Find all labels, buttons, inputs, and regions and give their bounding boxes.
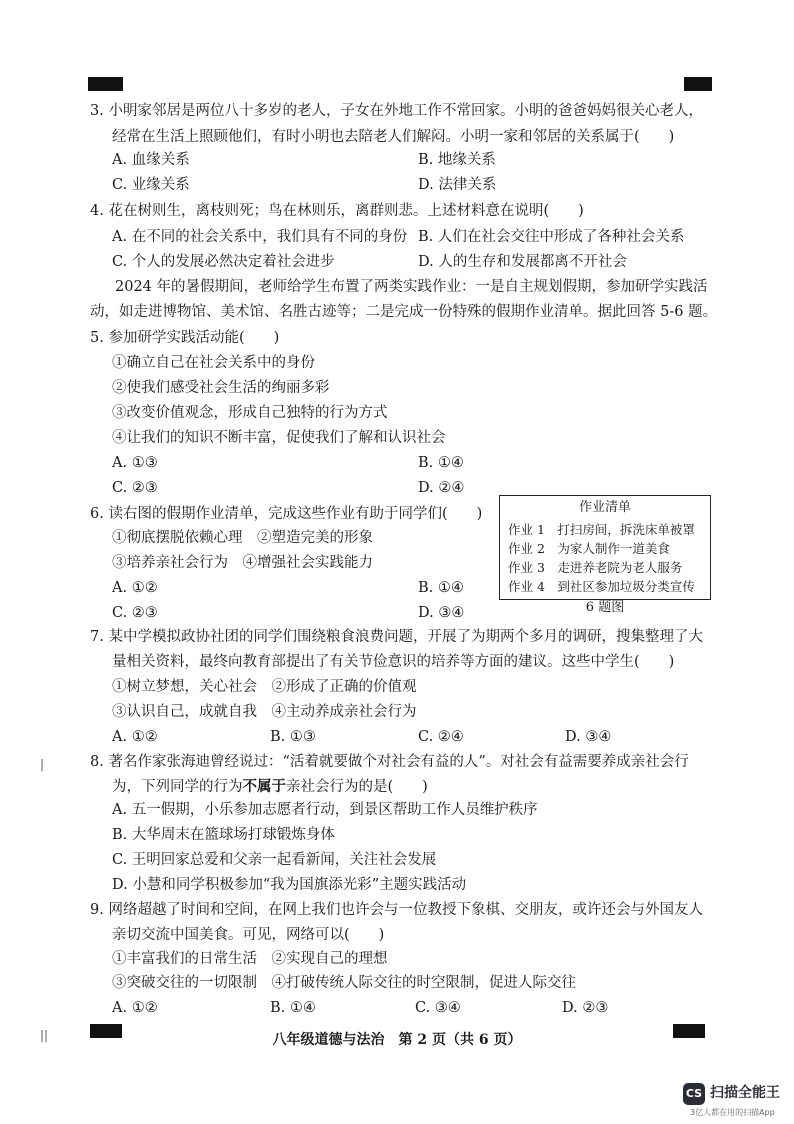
q6-items-line1: ①彻底摆脱依赖心理 ②塑造完美的形象 xyxy=(112,530,373,546)
q7-stem-line2: 量相关资料，最终向教育部提出了有关节俭意识的培养等方面的建议。这些中学生( ) xyxy=(112,654,675,670)
homework-list-figure xyxy=(499,495,711,600)
q3-option-b: B. 地缘关系 xyxy=(418,152,496,168)
q8-stem-line2-post: 亲社会行为的是( ) xyxy=(286,779,428,795)
q5-option-a: A. ①③ xyxy=(112,455,158,471)
page-footer: 八年级道德与法治 第 2 页（共 6 页） xyxy=(272,1032,522,1048)
q7-items-line1: ①树立梦想，关心社会 ②形成了正确的价值观 xyxy=(112,679,417,695)
intro-5-6-line2: 动，如走进博物馆、美术馆、名胜古迹等；二是完成一份特殊的假期作业清单。据此回答 5-6 题。 xyxy=(90,304,718,320)
homework-list-title: 作业清单 xyxy=(578,500,631,515)
q7-option-c: C. ②④ xyxy=(418,729,464,745)
scanner-app-tagline: 3亿人都在用的扫描App xyxy=(690,1108,775,1117)
q8-stem-line1: 8. 著名作家张海迪曾经说过：“活着就要做个对社会有益的人”。对社会有益需要养成亲社会行 xyxy=(90,754,689,770)
q9-option-b: B. ①④ xyxy=(270,1000,316,1016)
q9-stem-line2: 亲切交流中国美食。可见，网络可以( ) xyxy=(112,927,385,943)
q6-option-d: D. ③④ xyxy=(418,605,465,621)
q7-items-line2: ③认识自己，成就自我 ④主动养成亲社会行为 xyxy=(112,704,417,720)
q8-option-d: D. 小慧和同学积极参加“我为国旗添光彩”主题实践活动 xyxy=(112,877,467,893)
registration-mark-top-right xyxy=(684,77,712,91)
q7-option-b: B. ①③ xyxy=(270,729,316,745)
scanner-app-name: 扫描全能王 xyxy=(710,1085,780,1101)
registration-mark-top-left xyxy=(88,77,123,91)
q7-option-a: A. ①② xyxy=(112,729,158,745)
q9-stem-line1: 9. 网络超越了时间和空间，在网上我们也许会与一位教授下象棋、交朋友，或许还会与外国友人 xyxy=(90,902,703,918)
q8-stem-line2 xyxy=(112,777,428,797)
q4-stem: 4. 花在树则生，离枝则死；鸟在林则乐，离群则悲。上述材料意在说明( ) xyxy=(90,203,584,219)
scanner-logo-icon: CS xyxy=(683,1083,705,1105)
q6-stem: 6. 读右图的假期作业清单，完成这些作业有助于同学们( ) xyxy=(90,506,483,522)
q3-option-c: C. 业缘关系 xyxy=(112,177,190,193)
q6-option-b: B. ①④ xyxy=(418,580,464,596)
q4-option-d: D. 人的生存和发展都离不开社会 xyxy=(418,254,627,270)
q9-option-a: A. ①② xyxy=(112,1000,158,1016)
q6-option-c: C. ②③ xyxy=(112,605,158,621)
q6-option-a: A. ①② xyxy=(112,580,158,596)
q5-item-2: ②使我们感受社会生活的绚丽多彩 xyxy=(112,380,330,396)
q9-option-c: C. ③④ xyxy=(415,1000,461,1016)
figure-caption: 6 题图 xyxy=(585,600,625,615)
q3-stem-line2: 经常在生活上照顾他们，有时小明也去陪老人们解闷。小明一家和邻居的关系属于( ) xyxy=(112,129,675,145)
q4-option-a: A. 在不同的社会关系中，我们具有不同的身份 xyxy=(112,229,408,245)
q3-option-a: A. 血缘关系 xyxy=(112,152,190,168)
q9-option-d: D. ②③ xyxy=(562,1000,609,1016)
margin-tick: || xyxy=(40,1028,49,1042)
q8-option-a: A. 五一假期，小乐参加志愿者行动，到景区帮助工作人员维护秩序 xyxy=(112,802,538,818)
q5-item-3: ③改变价值观念，形成自己独特的行为方式 xyxy=(112,405,388,421)
homework-item-3: 作业 3 走进养老院为老人服务 xyxy=(508,560,683,575)
q4-option-c: C. 个人的发展必然决定着社会进步 xyxy=(112,254,335,270)
q9-items-line2: ③突破交往的一切限制 ④打破传统人际交往的时空限制，促进人际交往 xyxy=(112,975,576,991)
q8-stem-line2-pre: 为，下列同学的行为 xyxy=(112,779,243,795)
q8-option-c: C. 王明回家总爱和父亲一起看新闻，关注社会发展 xyxy=(112,852,437,868)
homework-item-2: 作业 2 为家人制作一道美食 xyxy=(508,541,670,556)
q3-stem-line1: 3. 小明家邻居是两位八十多岁的老人，子女在外地工作不常回家。小明的爸爸妈妈很关心老人， xyxy=(90,103,703,119)
intro-5-6-line1: 2024 年的暑假期间，老师给学生布置了两类实践作业：一是自主规划假期，参加研学实践活 xyxy=(115,279,708,295)
q5-option-c: C. ②③ xyxy=(112,480,158,496)
q5-option-d: D. ②④ xyxy=(418,480,465,496)
q3-option-d: D. 法律关系 xyxy=(418,177,497,193)
q8-option-b: B. 大华周末在篮球场打球锻炼身体 xyxy=(112,827,335,843)
margin-tick: | xyxy=(40,757,45,771)
homework-item-4: 作业 4 到社区参加垃圾分类宣传 xyxy=(508,579,695,594)
q8-stem-emphasis: 不属于 xyxy=(242,778,286,795)
q5-item-4: ④让我们的知识不断丰富，促使我们了解和认识社会 xyxy=(112,430,446,446)
q4-option-b: B. 人们在社会交往中形成了各种社会关系 xyxy=(418,229,685,245)
q5-item-1: ①确立自己在社会关系中的身份 xyxy=(112,355,315,371)
q6-items-line2: ③培养亲社会行为 ④增强社会实践能力 xyxy=(112,555,373,571)
q7-option-d: D. ③④ xyxy=(565,729,612,745)
q9-items-line1: ①丰富我们的日常生活 ②实现自己的理想 xyxy=(112,951,388,967)
q5-option-b: B. ①④ xyxy=(418,455,464,471)
q7-stem-line1: 7. 某中学模拟政协社团的同学们围绕粮食浪费问题，开展了为期两个多月的调研，搜集整理了大 xyxy=(90,629,703,645)
homework-item-1: 作业 1 打扫房间，拆洗床单被罩 xyxy=(508,522,695,537)
q5-stem: 5. 参加研学实践活动能( ) xyxy=(90,330,280,346)
